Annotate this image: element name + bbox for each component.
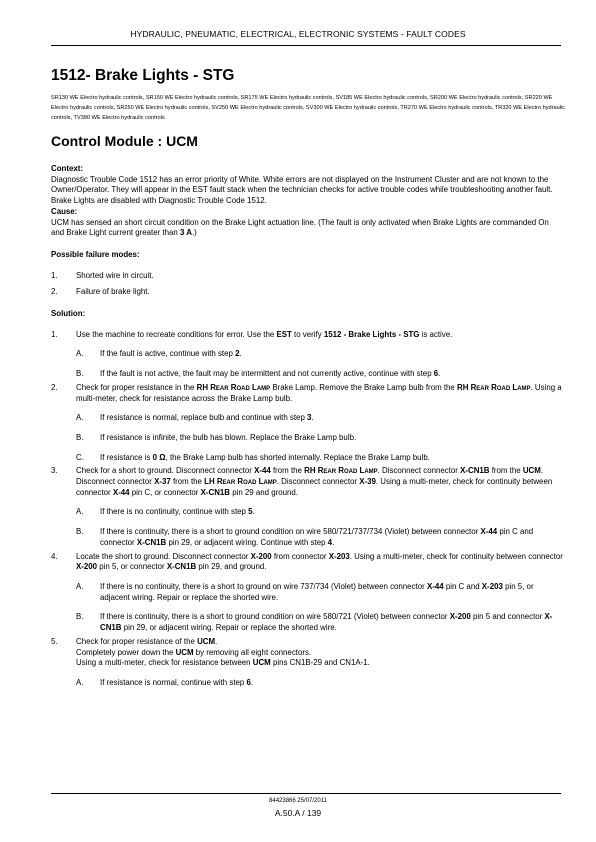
context-text-2: Brake Lights are disabled with Diagnostic Trouble Code 1512. [51,196,267,206]
module-heading: Control Module : UCM [51,133,198,149]
solution-substep: A. If the fault is active, continue with step 2. [76,349,242,359]
list-item: 2. Failure of brake light. [51,287,150,297]
solution-step-4: 4. Locate the short to ground. Disconnect connector X-200 from connector X-203. Using a multi-meter, check for continuity between connector X-200 pin 5, or connector X-CN1B pin 29, and ground. [51,551,563,572]
context-label: Context: [51,164,83,173]
solution-substep: A. If resistance is normal, continue with step 6. [76,677,254,687]
solution-label: Solution: [51,309,86,319]
solution-substep: B. If the fault is not active, the fault may be intermittent and not currently active, continue with step 6. [76,369,441,379]
footer-rule [51,793,561,794]
fault-title: 1512- Brake Lights - STG [51,67,235,84]
solution-substep: B. If there is continuity, there is a short to ground condition on wire 580/721 (Violet) between connector X-200 pin 5 and connector X-CN1B pin 29, or adjacent wiring. Repair or replace the shorted wire. [76,612,553,633]
list-item: 1. Shorted wire in circuit. [51,270,154,280]
failure-modes-label: Possible failure modes: [51,249,140,259]
solution-step-5: 5. Check for proper resistance of the UCM. Completely power down the UCM by removing all eight connectors. Using a multi-meter, check for resistance between UCM pins CN1B-29 and CN1A-1. [51,636,370,668]
solution-substep: B. If there is continuity, there is a short to ground condition on wire 580/721/737/734 (Violet) between connector X-44 pin C and connector X-CN1B pin 29, or adjacent wiring. Continue with step 4. [76,527,534,547]
running-header: HYDRAULIC, PNEUMATIC, ELECTRICAL, ELECTRONIC SYSTEMS - FAULT CODES [130,29,466,39]
document-body [51,164,563,689]
cause-label: Cause: [51,206,78,216]
solution-substep: A. If there is no continuity, continue with step 5. [76,507,255,517]
solution-substep: A. If resistance is normal, replace bulb and continue with step 3. [76,413,314,423]
footer-page-number: A.50.A / 139 [274,808,322,818]
footer-doc-number: 84423866 25/07/2011 [269,798,327,804]
solution-step-3: 3. Check for a short to ground. Disconnect connector X-44 from the RH Rear Road Lamp. Disconnect connector X-CN1B from the UCM. Disconnect connector X-37 from the LH Rear Road Lamp. Disconnect connector X-39. Using a multi-meter, check for continuity between connector X-44 pin C, or connector X-CN1B pin 29 and ground. [51,466,553,497]
solution-substep: B. If resistance is infinite, the bulb has blown. Replace the Brake Lamp bulb. [76,432,357,442]
solution-substep: C. If resistance is 0 Ω, the Brake Lamp bulb has shorted internally. Replace the Brake Lamp bulb. [76,452,430,462]
context-text: Diagnostic Trouble Code 1512 has an error priority of White. White errors are not displayed on the Instrument Cluster and are not known to the Owner/Operator. They will appear in the EST fault stack when the technician checks for active trouble codes while troubleshooting another fault. [51,174,553,195]
cause-text: UCM has sensed an short circuit condition on the Brake Light actuation line. (The fault is only activated when Brake Lights are commanded On and Brake Light current greater than 3 A.) [51,217,549,238]
solution-step-1: 1. Use the machine to recreate conditions for error. Use the EST to verify 1512 - Brake Lights - STG is active. [51,329,453,339]
solution-substep: A. If there is no continuity, there is a short to ground on wire 737/734 (Violet) between connector X-44 pin C and X-203 pin 5, or adjacent wiring. Repair or replace the shorted wire. [76,581,534,602]
header-rule [51,45,561,46]
model-list: SR130 WE Electro hydraulic controls, SR150 WE Electro hydraulic controls, SR175 WE Electro hydraulic controls, SV185 WE Electro hydraulic controls, SR200 WE Electro hydraulic controls, SR220 WE Electro hydraulic controls, SR250 WE Electro hydraulic controls, SV250 WE Electro hydraulic controls, SV300 WE Electro hydraulic controls, TR270 WE Electro hydraulic controls, TR320 WE Electro hydraulic controls, TV380 WE Electro hydraulic controls [51,95,566,121]
solution-step-2: 2. Check for proper resistance in the RH Rear Road Lamp Brake Lamp. Remove the Brake Lamp bulb from the RH Rear Road Lamp. Using a multi-meter, check for resistance across the Brake Lamp bulb. [51,382,562,403]
